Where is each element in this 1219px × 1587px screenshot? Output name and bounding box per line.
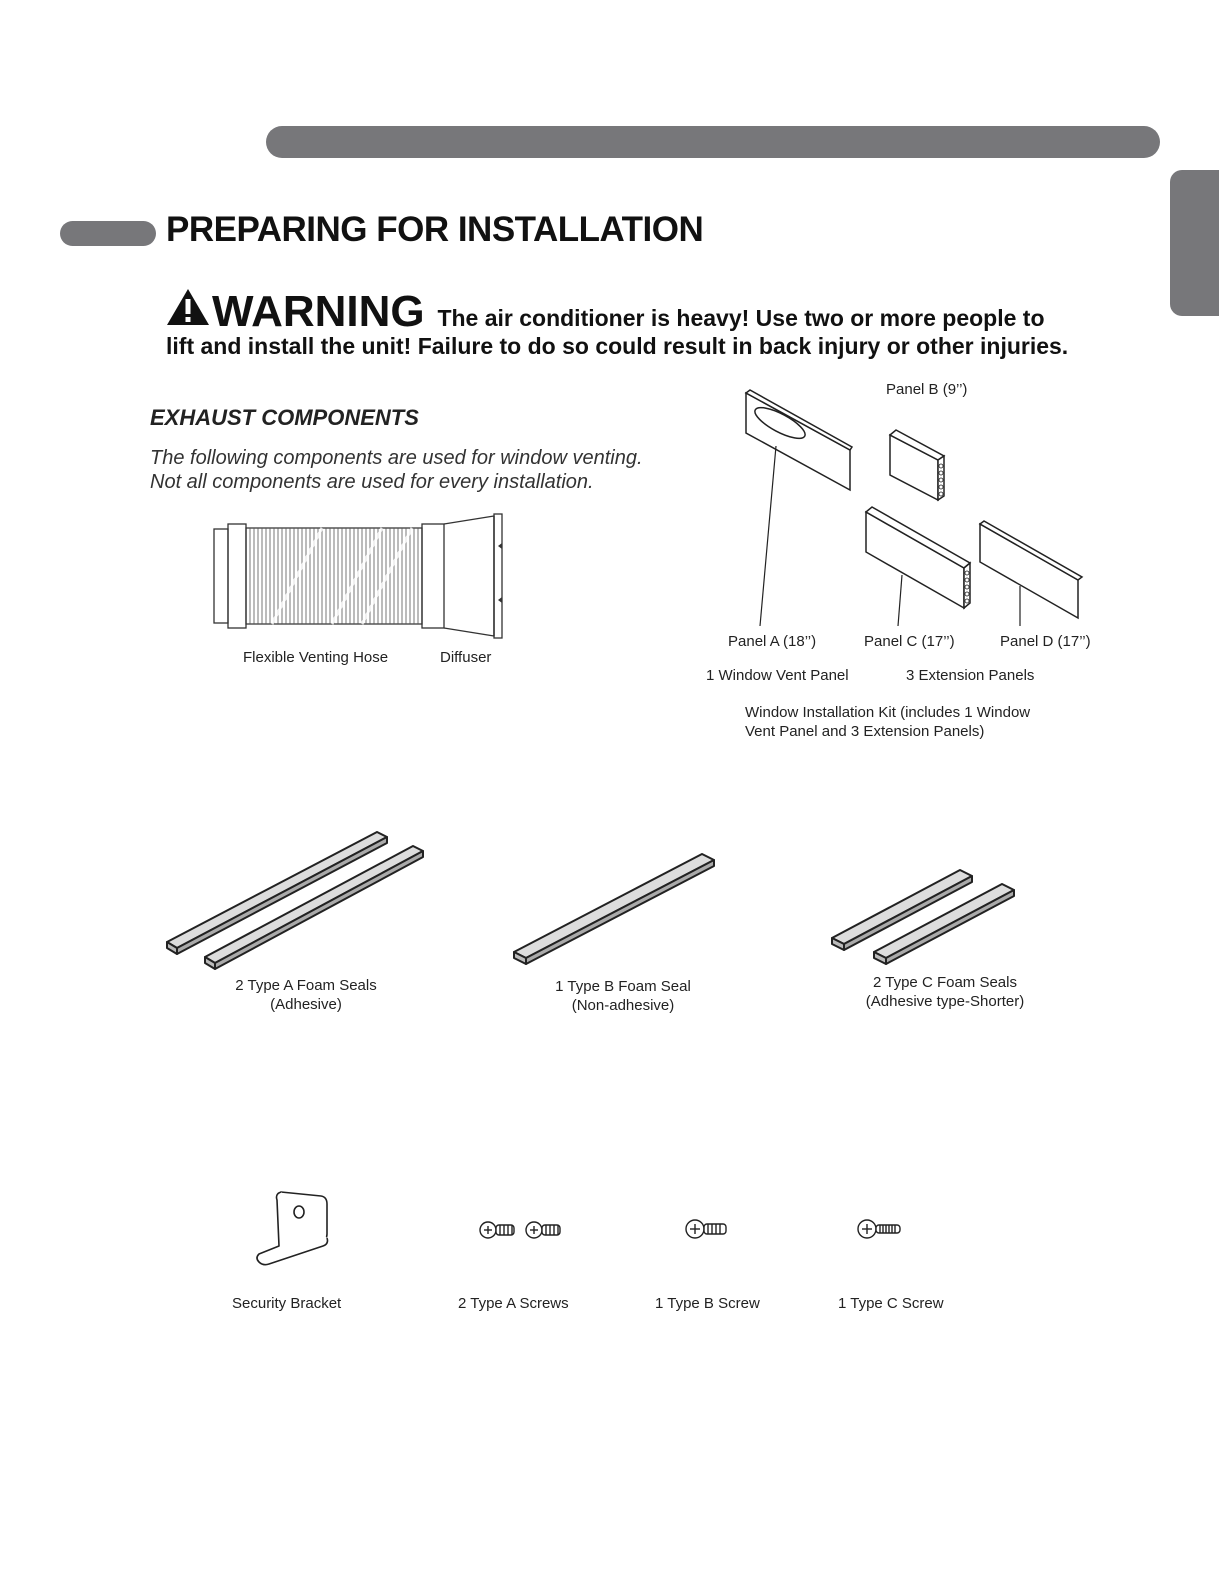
seal-c-line2: (Adhesive type-Shorter)	[865, 993, 1025, 1010]
header-bar	[266, 126, 1160, 158]
foam-seals-c-diagram	[830, 868, 1030, 968]
warning-triangle-icon	[166, 288, 210, 333]
section-pill	[60, 221, 156, 246]
foam-seal-b-diagram	[512, 852, 722, 972]
venting-hose-diagram	[212, 516, 512, 646]
extension-panels-label: 3 Extension Panels	[906, 667, 1035, 684]
seal-a-line1: 2 Type A Foam Seals	[235, 977, 377, 994]
kit-line2: Vent Panel and 3 Extension Panels)	[745, 723, 985, 740]
panel-b-label: Panel B (9’’)	[886, 381, 968, 398]
intro-line2: Not all components are used for every installation.	[150, 471, 594, 493]
seal-c-label	[830, 973, 1060, 1011]
exhaust-intro	[150, 446, 643, 494]
diffuser-label: Diffuser	[440, 649, 492, 666]
panel-a-label: Panel A (18’’)	[728, 633, 817, 650]
warning-word: WARNING	[212, 287, 425, 336]
screw-b-label: 1 Type B Screw	[655, 1295, 760, 1312]
seal-c-line1: 2 Type C Foam Seals	[873, 974, 1017, 991]
warning-text-line1: The air conditioner is heavy! Use two or more people to	[437, 305, 1045, 331]
panel-c-label: Panel C (17’’)	[864, 633, 955, 650]
kit-description	[745, 703, 1030, 741]
exhaust-heading: EXHAUST COMPONENTS	[150, 405, 419, 430]
side-tab	[1170, 170, 1219, 316]
warning-text-line2: lift and install the unit! Failure to do so could result in back injury or other injuries.	[166, 333, 1069, 359]
seal-a-line2: (Adhesive)	[270, 996, 342, 1013]
bracket-label: Security Bracket	[232, 1295, 342, 1312]
intro-line1: The following components are used for window venting.	[150, 447, 643, 469]
panel-d-label: Panel D (17’’)	[1000, 633, 1091, 650]
security-bracket-icon	[255, 1190, 331, 1270]
type-c-screw-icon	[856, 1216, 904, 1242]
screws-a-label: 2 Type A Screws	[458, 1295, 569, 1312]
seal-b-line1: 1 Type B Foam Seal	[555, 978, 691, 995]
page-title: PREPARING FOR INSTALLATION	[166, 210, 704, 249]
warning-block	[166, 288, 1116, 361]
vent-panel-label: 1 Window Vent Panel	[706, 667, 849, 684]
screw-c-label: 1 Type C Screw	[838, 1295, 944, 1312]
type-a-screws-icon	[478, 1218, 564, 1242]
foam-seals-a-diagram	[165, 830, 430, 975]
kit-line1: Window Installation Kit (includes 1 Window	[745, 704, 1031, 721]
hose-label: Flexible Venting Hose	[243, 649, 389, 666]
window-kit-diagram	[740, 390, 1100, 640]
seal-b-line2: (Non-adhesive)	[571, 997, 675, 1014]
seal-a-label	[206, 976, 406, 1014]
seal-b-label	[523, 977, 723, 1015]
type-b-screw-icon	[684, 1216, 730, 1242]
